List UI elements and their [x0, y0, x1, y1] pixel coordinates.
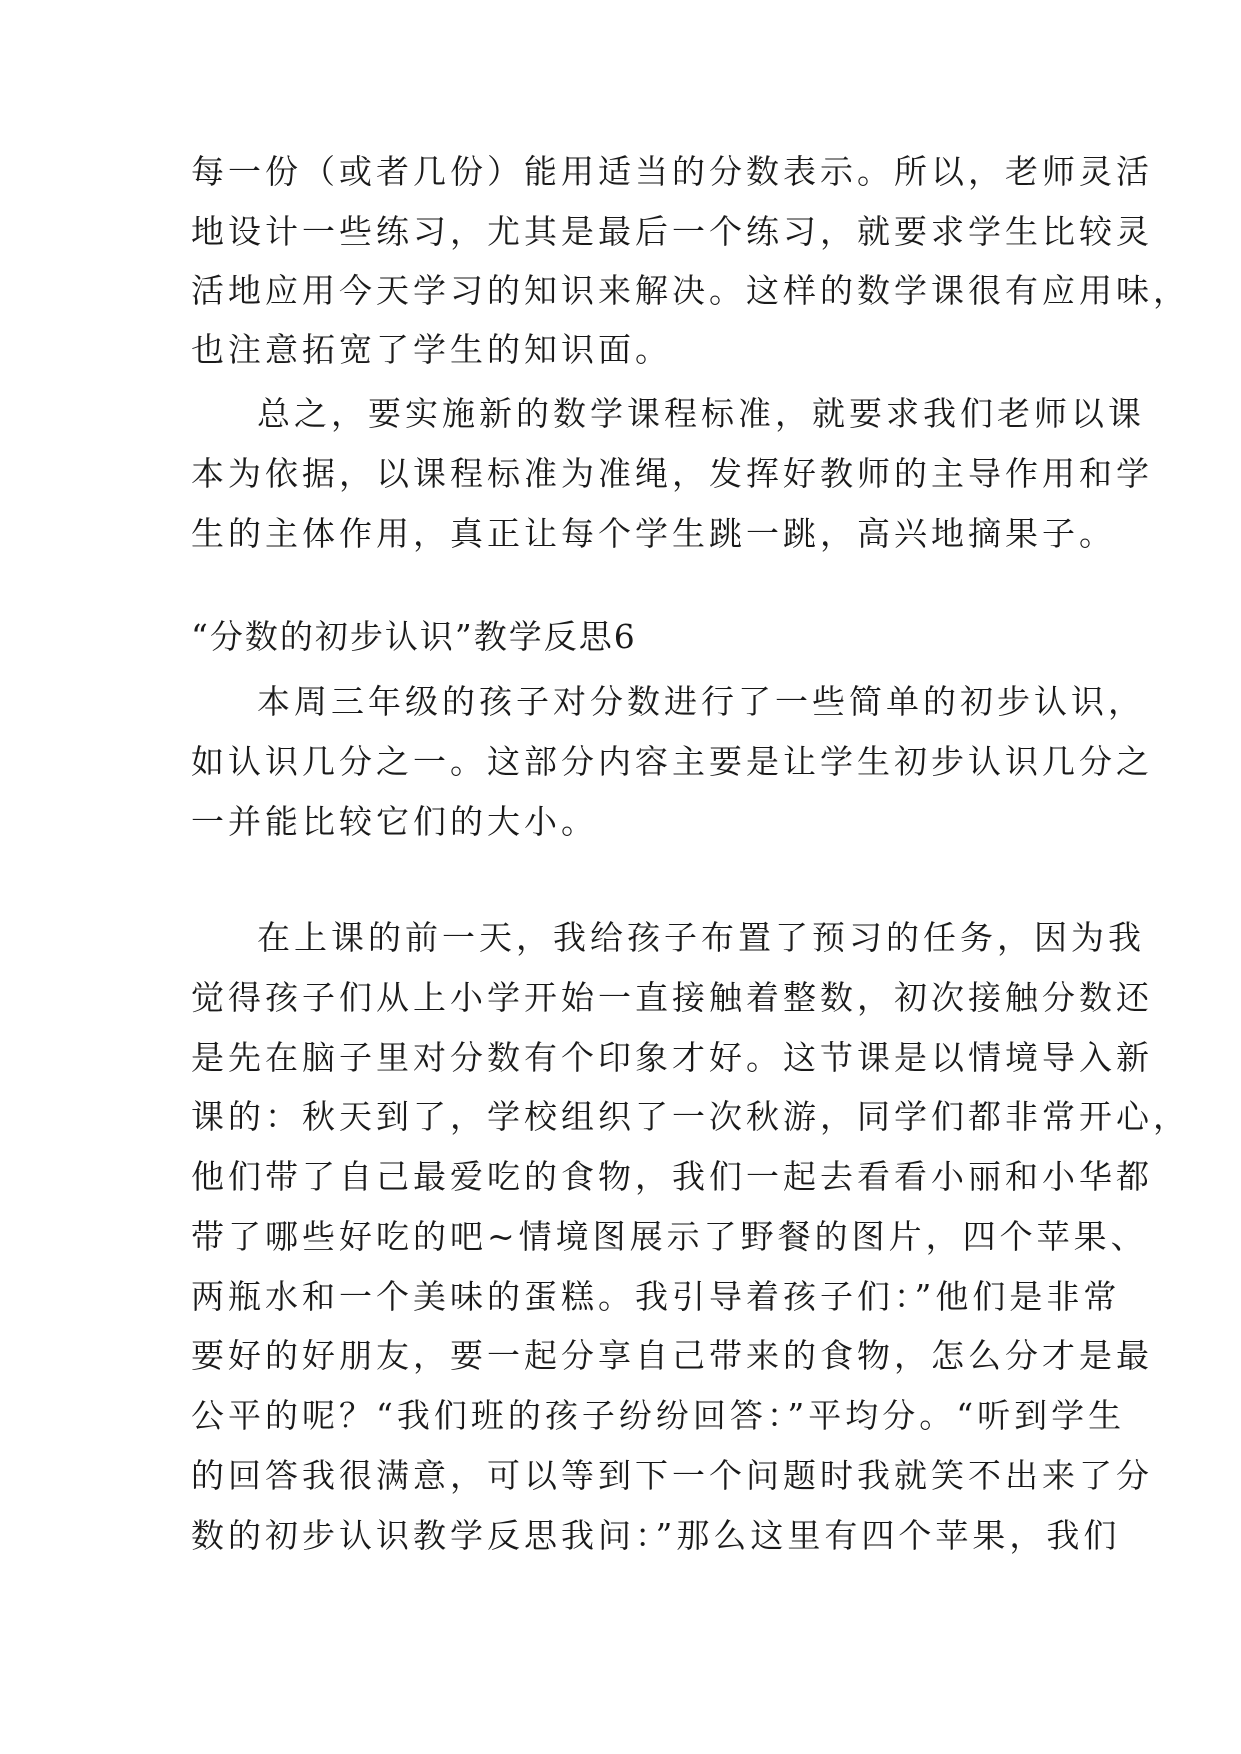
text-line: 每一份（或者几份）能用适当的分数表示。所以，老师灵活	[191, 152, 1153, 191]
text-line: 要好的好朋友，要一起分享自己带来的食物，怎么分才是最	[191, 1336, 1153, 1375]
text-line: 两瓶水和一个美味的蛋糕。我引导着孩子们：”他们是非常	[191, 1277, 1121, 1316]
text-line: 觉得孩子们从上小学开始一直接触着整数，初次接触分数还	[191, 978, 1153, 1017]
text-line: 他们带了自己最爱吃的食物，我们一起去看看小丽和小华都	[191, 1157, 1153, 1196]
text-line: 本周三年级的孩子对分数进行了一些简单的初步认识，	[257, 682, 1145, 721]
text-line: 总之，要实施新的数学课程标准，就要求我们老师以课	[257, 394, 1145, 433]
text-line: 也注意拓宽了学生的知识面。	[191, 330, 672, 369]
section-heading: “分数的初步认识”教学反思6	[191, 617, 637, 656]
text-line: 的回答我很满意，可以等到下一个问题时我就笑不出来了分	[191, 1456, 1153, 1495]
text-line: 本为依据，以课程标准为准绳，发挥好教师的主导作用和学	[191, 454, 1153, 493]
text-line: 地设计一些练习，尤其是最后一个练习，就要求学生比较灵	[191, 212, 1153, 251]
text-line: 数的初步认识教学反思我问：”那么这里有四个苹果，我们	[191, 1516, 1121, 1555]
text-line: 一并能比较它们的大小。	[191, 802, 598, 841]
text-line: 在上课的前一天，我给孩子布置了预习的任务，因为我	[257, 918, 1145, 957]
text-line: 生的主体作用，真正让每个学生跳一跳，高兴地摘果子。	[191, 514, 1116, 553]
text-line: 是先在脑子里对分数有个印象才好。这节课是以情境导入新	[191, 1038, 1153, 1077]
text-line: 活地应用今天学习的知识来解决。这样的数学课很有应用味，	[191, 271, 1190, 310]
text-line: 如认识几分之一。这部分内容主要是让学生初步认识几分之	[191, 742, 1153, 781]
text-line: 课的：秋天到了，学校组织了一次秋游，同学们都非常开心，	[191, 1097, 1190, 1136]
text-line: 公平的呢？“我们班的孩子纷纷回答：”平均分。“听到学生	[191, 1396, 1126, 1435]
text-line: 带了哪些好吃的吧~情境图展示了野餐的图片，四个苹果、	[191, 1217, 1148, 1256]
